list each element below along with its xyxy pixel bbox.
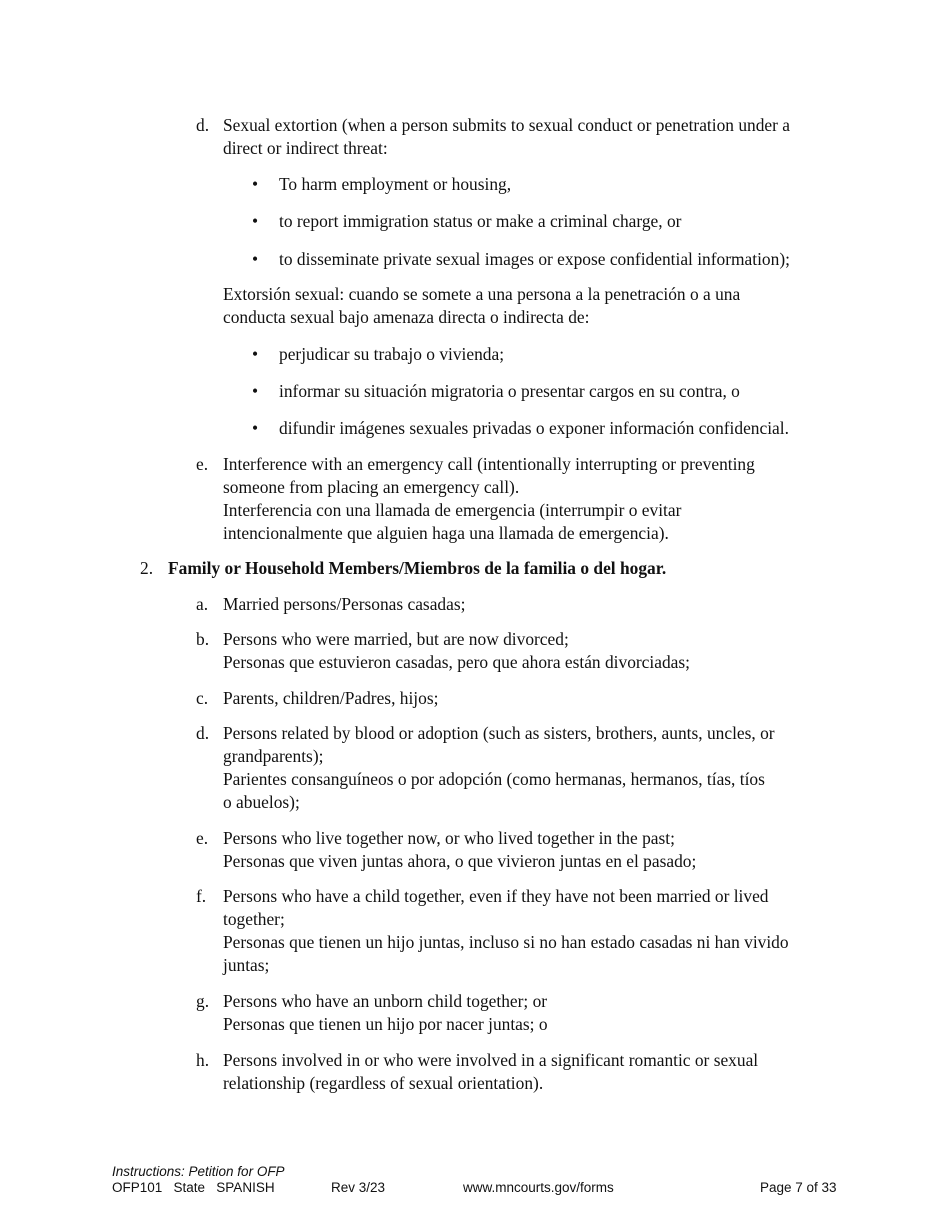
item-label: b. (196, 629, 210, 649)
item-line: Personas que tienen un hijo por nacer juntas; o (223, 1014, 548, 1034)
bullet-icon: • (252, 344, 259, 364)
item-line: Persons who have an unborn child together; or (223, 991, 548, 1011)
bullet-text: To harm employment or housing, (279, 174, 512, 194)
item-line: someone from placing an emergency call). (223, 477, 520, 497)
item-line: intencionalmente que alguien haga una llamada de emergencia). (223, 523, 669, 543)
paragraph-line: Extorsión sexual: cuando se somete a una persona a la penetración o a una (223, 284, 741, 304)
item-label: e. (196, 828, 209, 848)
item-line: Personas que tienen un hijo juntas, incluso si no han estado casadas ni han vivido (223, 932, 789, 952)
item-line: Persons involved in or who were involved in a significant romantic or sexual (223, 1050, 759, 1070)
item-text (223, 453, 848, 545)
item-line: Interference with an emergency call (intentionally interrupting or preventing (223, 454, 755, 474)
bullet-icon: • (252, 418, 259, 438)
item-line: Sexual extortion (when a person submits to sexual conduct or penetration under a (223, 115, 790, 135)
item-line: Personas que viven juntas ahora, o que vivieron juntas en el pasado; (223, 851, 697, 871)
item-line: Personas que estuvieron casadas, pero que ahora están divorciadas; (223, 652, 690, 672)
item-line: relationship (regardless of sexual orientation). (223, 1073, 544, 1093)
item-line: o abuelos); (223, 792, 300, 812)
item-line: together; (223, 909, 285, 929)
bullet-icon: • (252, 381, 259, 401)
item-line: Parents, children/Padres, hijos; (223, 688, 439, 708)
item-label: d. (196, 115, 210, 135)
item-label: e. (196, 454, 209, 474)
item-label: g. (196, 991, 210, 1011)
bullet-text: informar su situación migratoria o presentar cargos en su contra, o (279, 381, 740, 401)
spanish-paragraph (223, 283, 848, 329)
item-text (223, 990, 848, 1036)
footer-page-number: Page 7 of 33 (760, 1180, 837, 1195)
item-line: grandparents); (223, 746, 324, 766)
item-line: Persons who live together now, or who lived together in the past; (223, 828, 675, 848)
item-label: a. (196, 594, 209, 614)
item-label: f. (196, 886, 207, 906)
bullet-text: to report immigration status or make a criminal charge, or (279, 211, 682, 231)
footer-revision: Rev 3/23 (331, 1180, 386, 1195)
item-text (223, 114, 848, 160)
bullet-icon: • (252, 249, 259, 269)
item-text (223, 722, 848, 814)
item-label: h. (196, 1050, 210, 1070)
item-line: Married persons/Personas casadas; (223, 594, 466, 614)
item-line: juntas; (223, 955, 270, 975)
item-label: d. (196, 723, 210, 743)
bullet-icon: • (252, 211, 259, 231)
item-line: direct or indirect threat: (223, 138, 388, 158)
item-text (223, 687, 848, 710)
item-line: Persons who have a child together, even if they have not been married or lived (223, 886, 769, 906)
item-label: c. (196, 688, 209, 708)
item-line: Persons related by blood or adoption (such as sisters, brothers, aunts, uncles, or (223, 723, 775, 743)
bullet-text: to disseminate private sexual images or expose confidential information); (279, 249, 790, 269)
item-text (223, 628, 848, 674)
paragraph-line: conducta sexual bajo amenaza directa o indirecta de: (223, 307, 590, 327)
section-title: Family or Household Members/Miembros de la familia o del hogar. (168, 558, 667, 578)
bullet-text: perjudicar su trabajo o vivienda; (279, 344, 505, 364)
item-line: Interferencia con una llamada de emergencia (interrumpir o evitar (223, 500, 682, 520)
item-text (223, 1049, 848, 1095)
footer-title: Instructions: Petition for OFP (112, 1164, 285, 1179)
section-number: 2. (140, 558, 154, 578)
footer-url[interactable]: www.mncourts.gov/forms (463, 1180, 614, 1195)
bullet-text: difundir imágenes sexuales privadas o exponer información confidencial. (279, 418, 789, 438)
item-line: Persons who were married, but are now divorced; (223, 629, 569, 649)
item-line: Parientes consanguíneos o por adopción (como hermanas, hermanos, tías, tíos (223, 769, 765, 789)
item-text (223, 827, 848, 873)
footer-form-id: OFP101 State SPANISH (112, 1180, 275, 1195)
item-text (223, 885, 848, 977)
item-text (223, 593, 848, 616)
bullet-icon: • (252, 174, 259, 194)
